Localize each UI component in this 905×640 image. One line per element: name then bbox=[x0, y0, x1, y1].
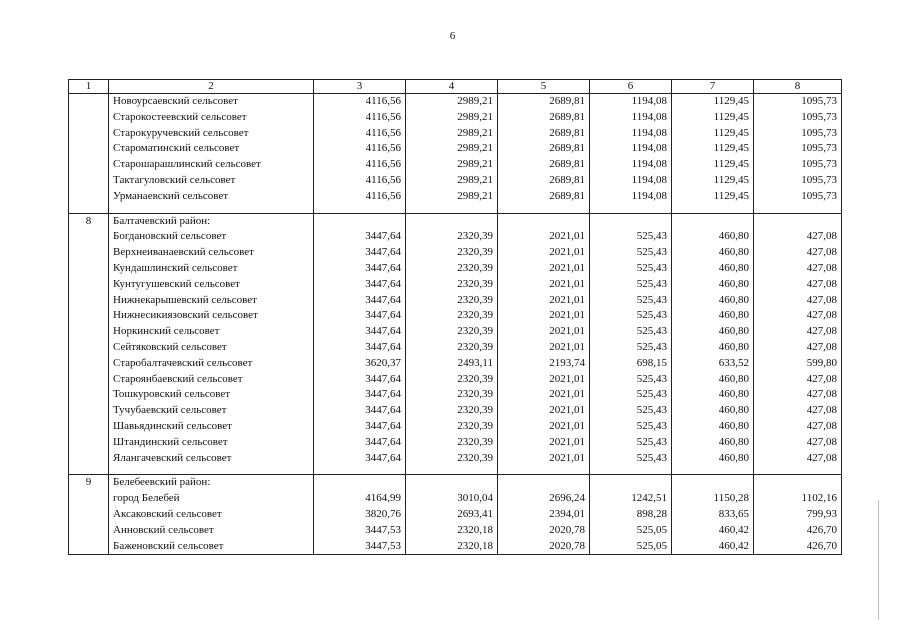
value-col-5: 2021,01 bbox=[498, 229, 590, 245]
value-col-8: 427,08 bbox=[754, 308, 842, 324]
value-col-5: 2021,01 bbox=[498, 451, 590, 467]
value-col-6: 1242,51 bbox=[590, 491, 672, 507]
value-col-4: 2320,18 bbox=[406, 539, 498, 555]
value-col-5: 2021,01 bbox=[498, 261, 590, 277]
value-col-4: 2693,41 bbox=[406, 507, 498, 523]
table-row bbox=[69, 324, 842, 340]
value-col-8: 427,08 bbox=[754, 324, 842, 340]
spacer-cell bbox=[406, 466, 498, 475]
value-col-5: 2689,81 bbox=[498, 189, 590, 205]
value-col-3: 3447,53 bbox=[314, 523, 406, 539]
spacer-cell bbox=[754, 205, 842, 214]
spacer-cell bbox=[406, 205, 498, 214]
header-cell: 1 bbox=[69, 80, 109, 94]
value-col-3: 3620,37 bbox=[314, 356, 406, 372]
value-col-6: 1194,08 bbox=[590, 173, 672, 189]
value-col-4: 2989,21 bbox=[406, 173, 498, 189]
row-number-cell bbox=[69, 523, 109, 539]
value-col-6: 1194,08 bbox=[590, 157, 672, 173]
value-col-4: 2320,39 bbox=[406, 308, 498, 324]
empty-cell bbox=[406, 213, 498, 229]
value-col-3: 4116,56 bbox=[314, 157, 406, 173]
municipality-name: Ялангачевский сельсовет bbox=[109, 451, 314, 467]
table-row bbox=[69, 507, 842, 523]
value-col-8: 426,70 bbox=[754, 523, 842, 539]
empty-cell bbox=[406, 475, 498, 491]
table-row bbox=[69, 229, 842, 245]
value-col-8: 427,08 bbox=[754, 403, 842, 419]
table-row bbox=[69, 435, 842, 451]
value-col-3: 4116,56 bbox=[314, 110, 406, 126]
value-col-4: 2320,39 bbox=[406, 293, 498, 309]
row-number-cell bbox=[69, 245, 109, 261]
value-col-6: 525,43 bbox=[590, 229, 672, 245]
header-cell: 6 bbox=[590, 80, 672, 94]
header-cell: 2 bbox=[109, 80, 314, 94]
row-number-cell bbox=[69, 157, 109, 173]
municipality-name: Нижнесикиязовский сельсовет bbox=[109, 308, 314, 324]
municipality-name: Тошкуровский сельсовет bbox=[109, 387, 314, 403]
value-col-3: 3447,64 bbox=[314, 403, 406, 419]
municipality-name: Кундашлинский сельсовет bbox=[109, 261, 314, 277]
value-col-8: 1095,73 bbox=[754, 173, 842, 189]
municipality-name: Норкинский сельсовет bbox=[109, 324, 314, 340]
value-col-8: 427,08 bbox=[754, 435, 842, 451]
municipality-name: Урманаевский сельсовет bbox=[109, 189, 314, 205]
value-col-5: 2021,01 bbox=[498, 308, 590, 324]
value-col-3: 3447,53 bbox=[314, 539, 406, 555]
value-col-7: 460,80 bbox=[672, 261, 754, 277]
row-number-cell bbox=[69, 356, 109, 372]
value-col-5: 2021,01 bbox=[498, 387, 590, 403]
value-col-6: 525,43 bbox=[590, 403, 672, 419]
value-col-7: 1129,45 bbox=[672, 173, 754, 189]
value-col-7: 460,42 bbox=[672, 523, 754, 539]
table-row bbox=[69, 356, 842, 372]
value-col-4: 2320,39 bbox=[406, 245, 498, 261]
table-row bbox=[69, 293, 842, 309]
value-col-5: 2021,01 bbox=[498, 324, 590, 340]
municipality-name: Староматинский сельсовет bbox=[109, 141, 314, 157]
municipality-name: Сейтяковский сельсовет bbox=[109, 340, 314, 356]
value-col-7: 460,80 bbox=[672, 340, 754, 356]
value-col-3: 3447,64 bbox=[314, 419, 406, 435]
row-number-cell bbox=[69, 491, 109, 507]
group-spacer-row bbox=[69, 466, 842, 475]
municipality-name: Старобалтачевский сельсовет bbox=[109, 356, 314, 372]
spacer-cell bbox=[672, 205, 754, 214]
value-col-6: 525,43 bbox=[590, 293, 672, 309]
value-col-6: 525,43 bbox=[590, 451, 672, 467]
municipality-name: Анновский сельсовет bbox=[109, 523, 314, 539]
value-col-4: 2320,39 bbox=[406, 387, 498, 403]
spacer-cell bbox=[590, 205, 672, 214]
header-cell: 8 bbox=[754, 80, 842, 94]
value-col-8: 1095,73 bbox=[754, 141, 842, 157]
value-col-3: 4116,56 bbox=[314, 141, 406, 157]
table-row bbox=[69, 451, 842, 467]
municipality-name: Тактагуловский сельсовет bbox=[109, 173, 314, 189]
value-col-3: 3447,64 bbox=[314, 435, 406, 451]
district-number: 8 bbox=[69, 213, 109, 229]
row-number-cell bbox=[69, 126, 109, 142]
value-col-5: 2394,01 bbox=[498, 507, 590, 523]
row-number-cell bbox=[69, 94, 109, 110]
spacer-cell bbox=[69, 466, 109, 475]
value-col-3: 3447,64 bbox=[314, 387, 406, 403]
value-col-4: 2989,21 bbox=[406, 157, 498, 173]
spacer-cell bbox=[672, 466, 754, 475]
table-row bbox=[69, 419, 842, 435]
value-col-6: 525,43 bbox=[590, 387, 672, 403]
table-row bbox=[69, 523, 842, 539]
value-col-5: 2689,81 bbox=[498, 157, 590, 173]
value-col-4: 2320,39 bbox=[406, 340, 498, 356]
empty-cell bbox=[498, 475, 590, 491]
municipality-name: Штандинский сельсовет bbox=[109, 435, 314, 451]
table-row bbox=[69, 126, 842, 142]
header-row bbox=[69, 80, 842, 94]
municipality-name: Староянбаевский сельсовет bbox=[109, 372, 314, 388]
empty-cell bbox=[754, 475, 842, 491]
row-number-cell bbox=[69, 261, 109, 277]
value-col-3: 4116,56 bbox=[314, 173, 406, 189]
spacer-cell bbox=[109, 466, 314, 475]
value-col-3: 3447,64 bbox=[314, 229, 406, 245]
value-col-8: 599,80 bbox=[754, 356, 842, 372]
value-col-7: 460,80 bbox=[672, 293, 754, 309]
value-col-3: 3447,64 bbox=[314, 324, 406, 340]
row-number-cell bbox=[69, 403, 109, 419]
value-col-6: 525,05 bbox=[590, 523, 672, 539]
value-col-3: 3447,64 bbox=[314, 372, 406, 388]
value-col-7: 1129,45 bbox=[672, 141, 754, 157]
table-row bbox=[69, 110, 842, 126]
row-number-cell bbox=[69, 419, 109, 435]
value-col-8: 799,93 bbox=[754, 507, 842, 523]
value-col-7: 1150,28 bbox=[672, 491, 754, 507]
value-col-7: 460,80 bbox=[672, 403, 754, 419]
municipality-name: город Белебей bbox=[109, 491, 314, 507]
header-cell: 4 bbox=[406, 80, 498, 94]
municipality-name: Старокостеевский сельсовет bbox=[109, 110, 314, 126]
value-col-4: 2320,39 bbox=[406, 277, 498, 293]
row-number-cell bbox=[69, 324, 109, 340]
scan-margin-line bbox=[878, 500, 879, 620]
value-col-4: 2320,18 bbox=[406, 523, 498, 539]
value-col-6: 1194,08 bbox=[590, 126, 672, 142]
value-col-8: 427,08 bbox=[754, 451, 842, 467]
value-col-4: 2320,39 bbox=[406, 372, 498, 388]
district-title: Балтачевский район: bbox=[109, 213, 314, 229]
table-row bbox=[69, 261, 842, 277]
value-col-8: 427,08 bbox=[754, 277, 842, 293]
header-cell: 5 bbox=[498, 80, 590, 94]
municipality-name: Богдановский сельсовет bbox=[109, 229, 314, 245]
value-col-3: 4116,56 bbox=[314, 94, 406, 110]
value-col-5: 2193,74 bbox=[498, 356, 590, 372]
value-col-3: 3447,64 bbox=[314, 245, 406, 261]
value-col-4: 2320,39 bbox=[406, 435, 498, 451]
municipality-name: Старокуручевский сельсовет bbox=[109, 126, 314, 142]
group-spacer-row bbox=[69, 205, 842, 214]
value-col-8: 1095,73 bbox=[754, 126, 842, 142]
value-col-3: 3447,64 bbox=[314, 451, 406, 467]
value-col-8: 427,08 bbox=[754, 387, 842, 403]
value-col-8: 427,08 bbox=[754, 293, 842, 309]
district-title-row bbox=[69, 475, 842, 491]
header-cell: 7 bbox=[672, 80, 754, 94]
table-row bbox=[69, 372, 842, 388]
empty-cell bbox=[314, 213, 406, 229]
value-col-6: 525,43 bbox=[590, 324, 672, 340]
spacer-cell bbox=[754, 466, 842, 475]
value-col-3: 3447,64 bbox=[314, 308, 406, 324]
value-col-7: 1129,45 bbox=[672, 110, 754, 126]
value-col-7: 460,42 bbox=[672, 539, 754, 555]
value-col-7: 1129,45 bbox=[672, 189, 754, 205]
municipality-name: Тучубаевский сельсовет bbox=[109, 403, 314, 419]
row-number-cell bbox=[69, 110, 109, 126]
table-row bbox=[69, 245, 842, 261]
value-col-6: 525,43 bbox=[590, 308, 672, 324]
row-number-cell bbox=[69, 308, 109, 324]
spacer-cell bbox=[498, 205, 590, 214]
value-col-3: 3820,76 bbox=[314, 507, 406, 523]
value-col-5: 2689,81 bbox=[498, 173, 590, 189]
value-col-6: 525,43 bbox=[590, 419, 672, 435]
value-col-4: 2989,21 bbox=[406, 126, 498, 142]
municipality-name: Верхнеиванаевский сельсовет bbox=[109, 245, 314, 261]
value-col-8: 427,08 bbox=[754, 372, 842, 388]
empty-cell bbox=[754, 213, 842, 229]
empty-cell bbox=[314, 475, 406, 491]
value-col-7: 460,80 bbox=[672, 229, 754, 245]
value-col-5: 2689,81 bbox=[498, 94, 590, 110]
value-col-3: 3447,64 bbox=[314, 277, 406, 293]
row-number-cell bbox=[69, 189, 109, 205]
value-col-8: 427,08 bbox=[754, 229, 842, 245]
value-col-4: 2493,11 bbox=[406, 356, 498, 372]
value-col-6: 1194,08 bbox=[590, 94, 672, 110]
table-row bbox=[69, 94, 842, 110]
value-col-8: 427,08 bbox=[754, 419, 842, 435]
value-col-3: 3447,64 bbox=[314, 261, 406, 277]
value-col-7: 460,80 bbox=[672, 308, 754, 324]
value-col-8: 1095,73 bbox=[754, 110, 842, 126]
value-col-4: 2320,39 bbox=[406, 451, 498, 467]
value-col-8: 426,70 bbox=[754, 539, 842, 555]
value-col-4: 3010,04 bbox=[406, 491, 498, 507]
value-col-7: 460,80 bbox=[672, 372, 754, 388]
value-col-6: 525,43 bbox=[590, 245, 672, 261]
value-col-4: 2320,39 bbox=[406, 403, 498, 419]
value-col-6: 525,43 bbox=[590, 340, 672, 356]
empty-cell bbox=[672, 475, 754, 491]
municipality-name: Шавьядинский сельсовет bbox=[109, 419, 314, 435]
district-number: 9 bbox=[69, 475, 109, 491]
value-col-4: 2320,39 bbox=[406, 261, 498, 277]
empty-cell bbox=[590, 213, 672, 229]
table-row bbox=[69, 141, 842, 157]
value-col-7: 1129,45 bbox=[672, 126, 754, 142]
value-col-5: 2696,24 bbox=[498, 491, 590, 507]
row-number-cell bbox=[69, 141, 109, 157]
value-col-6: 1194,08 bbox=[590, 189, 672, 205]
district-title: Белебеевский район: bbox=[109, 475, 314, 491]
value-col-7: 1129,45 bbox=[672, 157, 754, 173]
value-col-5: 2689,81 bbox=[498, 126, 590, 142]
value-col-6: 1194,08 bbox=[590, 110, 672, 126]
table-row bbox=[69, 491, 842, 507]
row-number-cell bbox=[69, 539, 109, 555]
value-col-8: 1095,73 bbox=[754, 189, 842, 205]
row-number-cell bbox=[69, 340, 109, 356]
table-row bbox=[69, 387, 842, 403]
value-col-8: 427,08 bbox=[754, 245, 842, 261]
value-col-6: 525,43 bbox=[590, 435, 672, 451]
empty-cell bbox=[498, 213, 590, 229]
value-col-5: 2021,01 bbox=[498, 245, 590, 261]
table-row bbox=[69, 173, 842, 189]
value-col-5: 2689,81 bbox=[498, 110, 590, 126]
municipality-name: Аксаковский сельсовет bbox=[109, 507, 314, 523]
empty-cell bbox=[590, 475, 672, 491]
value-col-5: 2021,01 bbox=[498, 435, 590, 451]
header-cell: 3 bbox=[314, 80, 406, 94]
spacer-cell bbox=[314, 205, 406, 214]
row-number-cell bbox=[69, 451, 109, 467]
municipality-name: Старошарашлинский сельсовет bbox=[109, 157, 314, 173]
value-col-8: 1095,73 bbox=[754, 157, 842, 173]
value-col-5: 2021,01 bbox=[498, 277, 590, 293]
value-col-7: 460,80 bbox=[672, 245, 754, 261]
municipality-name: Нижнекарышевский сельсовет bbox=[109, 293, 314, 309]
value-col-4: 2989,21 bbox=[406, 110, 498, 126]
value-col-8: 1102,16 bbox=[754, 491, 842, 507]
municipality-name: Новоурсаевский сельсовет bbox=[109, 94, 314, 110]
table-row bbox=[69, 277, 842, 293]
value-col-5: 2021,01 bbox=[498, 293, 590, 309]
value-col-4: 2989,21 bbox=[406, 94, 498, 110]
empty-cell bbox=[672, 213, 754, 229]
value-col-6: 525,43 bbox=[590, 372, 672, 388]
value-col-4: 2320,39 bbox=[406, 229, 498, 245]
value-col-8: 427,08 bbox=[754, 261, 842, 277]
value-col-6: 1194,08 bbox=[590, 141, 672, 157]
value-col-7: 460,80 bbox=[672, 324, 754, 340]
table-row bbox=[69, 403, 842, 419]
value-col-4: 2320,39 bbox=[406, 419, 498, 435]
value-col-6: 525,43 bbox=[590, 261, 672, 277]
municipality-name: Кунтугушевский сельсовет bbox=[109, 277, 314, 293]
value-col-4: 2320,39 bbox=[406, 324, 498, 340]
table-row bbox=[69, 157, 842, 173]
value-col-7: 460,80 bbox=[672, 451, 754, 467]
row-number-cell bbox=[69, 387, 109, 403]
value-col-8: 1095,73 bbox=[754, 94, 842, 110]
municipality-name: Баженовский сельсовет bbox=[109, 539, 314, 555]
spacer-cell bbox=[314, 466, 406, 475]
value-col-5: 2689,81 bbox=[498, 141, 590, 157]
value-col-7: 460,80 bbox=[672, 277, 754, 293]
table-row bbox=[69, 308, 842, 324]
value-col-7: 1129,45 bbox=[672, 94, 754, 110]
value-col-4: 2989,21 bbox=[406, 141, 498, 157]
row-number-cell bbox=[69, 277, 109, 293]
value-col-5: 2021,01 bbox=[498, 340, 590, 356]
value-col-5: 2021,01 bbox=[498, 403, 590, 419]
value-col-7: 460,80 bbox=[672, 419, 754, 435]
page-number: 6 bbox=[449, 30, 456, 42]
value-col-6: 898,28 bbox=[590, 507, 672, 523]
value-col-7: 460,80 bbox=[672, 435, 754, 451]
row-number-cell bbox=[69, 507, 109, 523]
row-number-cell bbox=[69, 435, 109, 451]
value-col-3: 3447,64 bbox=[314, 293, 406, 309]
spacer-cell bbox=[69, 205, 109, 214]
value-col-5: 2020,78 bbox=[498, 523, 590, 539]
value-col-7: 460,80 bbox=[672, 387, 754, 403]
row-number-cell bbox=[69, 293, 109, 309]
table-row bbox=[69, 189, 842, 205]
value-col-7: 833,65 bbox=[672, 507, 754, 523]
spacer-cell bbox=[109, 205, 314, 214]
value-col-7: 633,52 bbox=[672, 356, 754, 372]
spacer-cell bbox=[590, 466, 672, 475]
value-col-3: 4116,56 bbox=[314, 126, 406, 142]
value-col-5: 2021,01 bbox=[498, 372, 590, 388]
value-col-5: 2020,78 bbox=[498, 539, 590, 555]
row-number-cell bbox=[69, 229, 109, 245]
value-col-6: 525,43 bbox=[590, 277, 672, 293]
table-body bbox=[69, 80, 842, 555]
value-col-6: 698,15 bbox=[590, 356, 672, 372]
row-number-cell bbox=[69, 372, 109, 388]
table-row bbox=[69, 539, 842, 555]
table-row bbox=[69, 340, 842, 356]
row-number-cell bbox=[69, 173, 109, 189]
district-title-row bbox=[69, 213, 842, 229]
value-col-5: 2021,01 bbox=[498, 419, 590, 435]
value-col-3: 4164,99 bbox=[314, 491, 406, 507]
spacer-cell bbox=[498, 466, 590, 475]
value-col-8: 427,08 bbox=[754, 340, 842, 356]
value-col-6: 525,05 bbox=[590, 539, 672, 555]
value-col-3: 3447,64 bbox=[314, 340, 406, 356]
value-col-4: 2989,21 bbox=[406, 189, 498, 205]
value-col-3: 4116,56 bbox=[314, 189, 406, 205]
allocation-table bbox=[68, 79, 842, 555]
